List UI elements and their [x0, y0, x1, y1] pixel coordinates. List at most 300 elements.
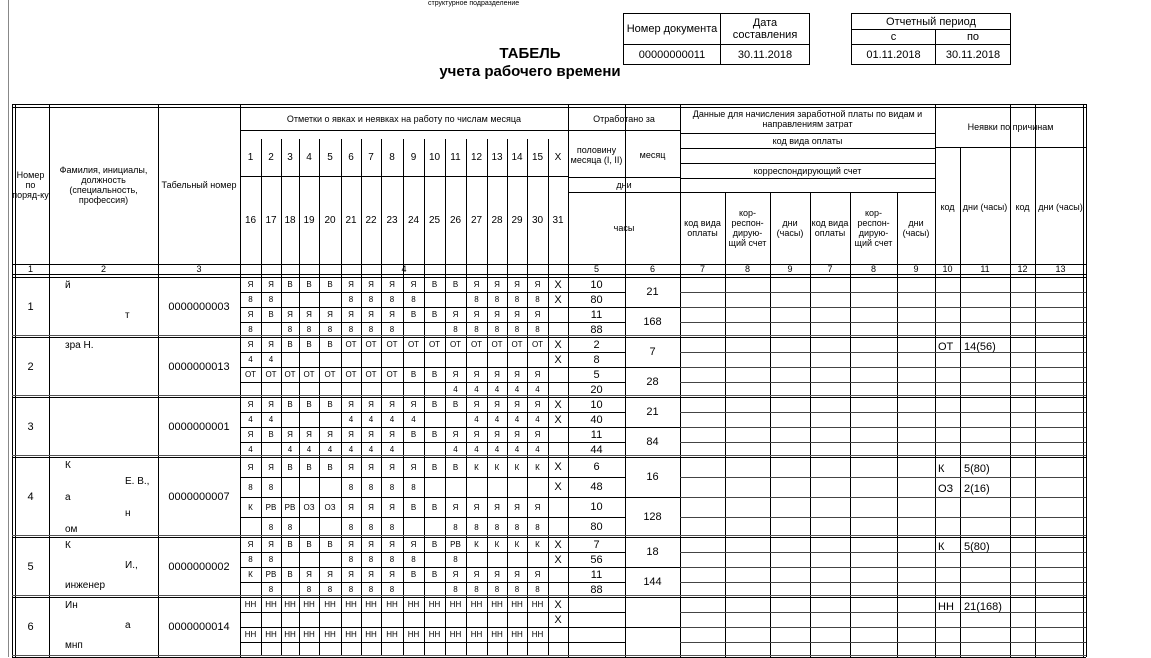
- day-mark: В: [306, 462, 312, 472]
- column-number: 7: [699, 264, 705, 274]
- day-number-top: 12: [470, 151, 483, 163]
- day-mark: [548, 367, 568, 382]
- day-mark: Я: [410, 540, 417, 549]
- day-mark: [281, 612, 299, 627]
- day-mark: Я: [327, 430, 333, 439]
- day-mark: [403, 612, 424, 627]
- day-mark: Я: [494, 400, 500, 409]
- day-mark: 8: [389, 522, 395, 532]
- day-mark: Я: [348, 540, 354, 549]
- subdivision-caption: структурное подразделение: [428, 0, 520, 7]
- day-mark: [281, 292, 299, 307]
- header-worked: Отработано за: [593, 114, 655, 124]
- worked-month-value: 7: [649, 346, 656, 358]
- day-mark: [527, 552, 548, 567]
- worked-half-value: 80: [590, 293, 603, 306]
- day-mark: Я: [268, 462, 274, 472]
- day-number-top: 9: [410, 151, 417, 163]
- worked-half-value: 10: [590, 398, 603, 411]
- day-mark: ОТ: [470, 340, 483, 349]
- employee-name-fragment: мнп: [65, 639, 83, 651]
- day-mark: В: [287, 340, 293, 349]
- day-mark: НН: [407, 630, 420, 639]
- employee-name-fragment: инженер: [65, 579, 106, 591]
- day-mark: Я: [268, 340, 274, 349]
- day-mark: 4: [368, 415, 374, 424]
- day-mark: [319, 292, 341, 307]
- day-mark: В: [410, 430, 417, 439]
- day-mark: НН: [428, 630, 441, 639]
- absence-code: ОТ: [938, 340, 954, 353]
- day-mark: 8: [327, 325, 333, 334]
- grid-line: [680, 427, 1086, 428]
- worked-half-value: [568, 642, 625, 657]
- day-mark: К: [494, 540, 500, 549]
- day-mark: [381, 642, 403, 657]
- day-number-bottom: 30: [531, 215, 544, 226]
- grid-line: [680, 412, 1086, 413]
- day-mark: Я: [473, 310, 480, 319]
- day-mark: 8: [535, 295, 540, 304]
- day-mark: 8: [248, 482, 253, 492]
- day-mark: НН: [386, 600, 398, 609]
- day-mark: [527, 612, 548, 627]
- day-mark: [341, 382, 361, 397]
- day-mark: Я: [410, 280, 417, 289]
- day-mark: Я: [368, 540, 374, 549]
- day-mark: Я: [247, 340, 254, 349]
- day-mark: 4: [287, 445, 293, 454]
- header-name: Фамилия, инициалы, должность (специальность, профессия): [59, 165, 148, 205]
- day-mark: Я: [534, 310, 541, 319]
- day-mark: Я: [494, 280, 500, 289]
- day-mark: 4: [535, 445, 540, 454]
- worked-half-value: 88: [590, 583, 603, 596]
- day-mark: Я: [327, 310, 333, 319]
- worked-half-value: [568, 612, 625, 627]
- day-mark: Я: [368, 462, 374, 472]
- worked-half-value: 6: [593, 461, 600, 473]
- day-mark: ОТ: [428, 340, 441, 349]
- day-mark: НН: [511, 600, 523, 609]
- day-mark: [424, 352, 445, 367]
- worked-month-value: [625, 597, 680, 627]
- day-mark: Я: [389, 570, 395, 579]
- day-mark: НН: [470, 630, 483, 639]
- absence-days: 14(56): [964, 340, 996, 353]
- day-mark: [240, 642, 261, 657]
- day-mark: [319, 412, 341, 427]
- worked-half-value: 88: [590, 323, 603, 336]
- day-mark: 8: [389, 555, 395, 564]
- day-number-bottom: 25: [428, 215, 441, 226]
- day-mark: НН: [511, 630, 523, 639]
- day-mark: В: [431, 310, 438, 319]
- day-mark: 8: [514, 325, 520, 334]
- day-mark: 8: [535, 585, 540, 594]
- day-mark: Я: [410, 462, 417, 472]
- day-mark: В: [287, 280, 293, 289]
- day-mark: Я: [348, 310, 354, 319]
- day-mark: ОЗ: [324, 502, 336, 512]
- day-mark: [281, 582, 299, 597]
- column-number: 6: [649, 264, 655, 274]
- day-mark: К: [535, 540, 540, 549]
- grid-line: [680, 292, 1086, 293]
- day-mark: [240, 382, 261, 397]
- worked-half-value: 56: [590, 553, 603, 566]
- tab-number: 0000000014: [168, 621, 230, 633]
- day-mark: 8: [306, 585, 312, 594]
- day-number-bottom: 17: [265, 215, 277, 226]
- worked-half-value: 7: [593, 538, 600, 551]
- day-mark: НН: [284, 630, 296, 639]
- absence-code: НН: [938, 600, 954, 613]
- grid-line: [240, 176, 568, 177]
- day-mark: НН: [491, 600, 503, 609]
- day-mark: [445, 477, 466, 497]
- column-number: 3: [196, 264, 202, 274]
- day-mark: Я: [389, 400, 395, 409]
- day-mark: [487, 642, 507, 657]
- grid-line: [680, 517, 1086, 518]
- day-mark: Я: [348, 280, 354, 289]
- day-mark: Я: [534, 370, 541, 379]
- employee-name-fragment: й: [65, 279, 71, 291]
- day-mark: 8: [268, 522, 274, 532]
- day-mark: Я: [452, 370, 459, 379]
- day-mark: [445, 352, 466, 367]
- column-number: 9: [787, 264, 793, 274]
- tab-number: 0000000002: [168, 561, 230, 573]
- day-mark: 4: [474, 445, 479, 454]
- day-mark: [487, 612, 507, 627]
- day-mark: 4: [535, 385, 540, 394]
- day-mark: Я: [287, 310, 293, 319]
- grid-line: [680, 477, 1086, 478]
- day-mark: 8: [411, 555, 416, 564]
- column-number: 9: [913, 264, 919, 274]
- day-mark: ОТ: [324, 370, 336, 379]
- day-mark: В: [431, 400, 438, 409]
- day-mark: Я: [514, 570, 520, 579]
- day-mark: Я: [348, 430, 354, 439]
- day-mark: В: [287, 400, 293, 409]
- day-mark: К: [535, 462, 540, 472]
- worked-month-value: 168: [643, 316, 662, 328]
- day-mark: 4: [494, 445, 500, 454]
- day-mark: X: [554, 293, 562, 306]
- day-mark: [240, 517, 261, 537]
- day-mark: [424, 442, 445, 457]
- day-mark: [424, 382, 445, 397]
- day-mark: Я: [368, 430, 374, 439]
- day-mark: X: [554, 553, 562, 566]
- day-mark: Я: [389, 462, 395, 472]
- day-mark: К: [474, 462, 479, 472]
- column-number: 7: [827, 264, 833, 274]
- day-mark: НН: [449, 630, 462, 639]
- day-mark: 8: [348, 482, 354, 492]
- grid-line: [680, 148, 935, 149]
- day-mark: 8: [368, 522, 374, 532]
- day-mark: Я: [306, 570, 312, 579]
- day-mark: [403, 517, 424, 537]
- header-month: месяц: [639, 150, 666, 160]
- day-mark: 8: [474, 295, 479, 304]
- day-mark: НН: [386, 630, 398, 639]
- day-mark: 8: [368, 295, 374, 304]
- day-mark: 8: [248, 555, 253, 564]
- day-mark: В: [327, 540, 333, 549]
- day-mark: 4: [494, 385, 500, 394]
- day-mark: 8: [411, 295, 416, 304]
- day-mark: НН: [265, 630, 277, 639]
- day-mark: К: [248, 502, 253, 512]
- grid-line: [680, 352, 1086, 353]
- day-number-top: 13: [491, 151, 503, 163]
- day-mark: Я: [389, 280, 395, 289]
- day-mark: 8: [287, 522, 293, 532]
- day-mark: НН: [244, 630, 257, 639]
- day-mark: Я: [247, 430, 254, 439]
- day-mark: [548, 322, 568, 337]
- header-abs-code: код: [940, 201, 955, 212]
- column-number: 8: [744, 264, 750, 274]
- day-mark: [299, 552, 319, 567]
- day-mark: Я: [410, 400, 417, 409]
- employee-name-fragment: К: [65, 539, 71, 551]
- day-mark: 8: [494, 585, 500, 594]
- day-mark: [361, 382, 381, 397]
- header-corr-account: корреспондирующий счет: [753, 165, 862, 176]
- day-mark: ОТ: [531, 340, 544, 349]
- day-mark: В: [327, 280, 333, 289]
- day-mark: [466, 477, 487, 497]
- tab-number: 0000000003: [168, 301, 230, 313]
- day-mark: НН: [284, 600, 296, 609]
- day-mark: Я: [287, 430, 293, 439]
- header-pay-code: код вида оплаты: [772, 135, 843, 146]
- header-abs-code-2: код: [1015, 201, 1030, 212]
- day-mark: НН: [449, 600, 462, 609]
- day-number-bottom: 23: [386, 215, 398, 226]
- day-mark: 8: [453, 325, 458, 334]
- day-mark: Я: [452, 502, 459, 512]
- day-mark: [319, 552, 341, 567]
- day-mark: В: [431, 430, 438, 439]
- day-mark: 4: [514, 385, 520, 394]
- day-mark: 4: [348, 445, 354, 454]
- grid-line: [680, 178, 935, 179]
- day-mark: В: [410, 370, 417, 379]
- header-days: дни: [616, 179, 632, 190]
- day-mark: [403, 382, 424, 397]
- absence-days: 5(80): [964, 540, 990, 553]
- day-mark: [281, 477, 299, 497]
- day-mark: [424, 412, 445, 427]
- day-mark: К: [474, 540, 479, 549]
- day-mark: [445, 612, 466, 627]
- day-mark: 8: [368, 482, 374, 492]
- day-mark: 8: [348, 555, 354, 564]
- day-mark: В: [410, 502, 417, 512]
- header-tab-number: Табельный номер: [161, 180, 237, 190]
- day-mark: [424, 517, 445, 537]
- header-pay-sub: дни (часы): [902, 218, 930, 238]
- day-mark: [548, 642, 568, 657]
- day-mark: 4: [474, 415, 479, 424]
- day-mark: [548, 567, 568, 582]
- absence-days: 5(80): [964, 463, 990, 475]
- day-mark: РВ: [450, 540, 461, 549]
- day-mark: [403, 352, 424, 367]
- day-mark: Я: [348, 502, 354, 512]
- day-mark: Я: [534, 430, 541, 439]
- tab-number: 0000000007: [168, 491, 230, 503]
- day-mark: Я: [348, 400, 354, 409]
- worked-half-value: [568, 627, 625, 642]
- day-mark: 8: [389, 325, 395, 334]
- absence-days: 2(16): [964, 483, 990, 495]
- header-hours: часы: [613, 223, 635, 233]
- day-mark: [548, 442, 568, 457]
- day-number-top: 2: [268, 151, 274, 163]
- day-mark: ОТ: [345, 370, 357, 379]
- day-mark: ОТ: [284, 370, 296, 379]
- day-mark: [466, 352, 487, 367]
- day-mark: Я: [327, 570, 333, 579]
- day-mark: [548, 307, 568, 322]
- employee-name-fragment: зра Н.: [65, 339, 94, 351]
- column-number: 5: [593, 264, 599, 274]
- day-number-top: 6: [348, 151, 354, 163]
- day-mark: [299, 292, 319, 307]
- day-mark: В: [306, 400, 312, 409]
- day-mark: 8: [389, 585, 395, 594]
- day-mark: [361, 352, 381, 367]
- day-mark: ОТ: [365, 370, 377, 379]
- doc-number-value: 00000000011: [638, 49, 706, 61]
- day-number-top: X: [554, 151, 562, 163]
- day-number-top: 3: [287, 151, 293, 163]
- day-mark: 8: [368, 555, 374, 564]
- day-mark: [424, 612, 445, 627]
- absence-code: К: [938, 463, 945, 475]
- day-mark: 4: [368, 445, 374, 454]
- day-mark: [424, 292, 445, 307]
- day-mark: [487, 477, 507, 497]
- day-number-top: 4: [306, 151, 312, 163]
- period-label: Отчетный период: [886, 15, 976, 28]
- day-mark: Я: [389, 430, 395, 439]
- day-mark: 8: [268, 555, 274, 564]
- worked-half-value: 11: [590, 568, 603, 581]
- day-number-bottom: 31: [552, 215, 564, 226]
- grid-line: [680, 442, 1086, 443]
- day-mark: [299, 517, 319, 537]
- day-mark: 8: [389, 295, 395, 304]
- day-mark: В: [327, 400, 333, 409]
- day-mark: В: [287, 570, 293, 579]
- day-mark: Я: [368, 502, 374, 512]
- day-mark: [299, 642, 319, 657]
- day-mark: ОТ: [303, 370, 315, 379]
- grid-line: [680, 567, 1086, 568]
- day-mark: 4: [268, 355, 274, 364]
- day-mark: НН: [345, 600, 357, 609]
- day-mark: [424, 552, 445, 567]
- header-pay-sub: код вида оплаты: [811, 218, 849, 238]
- day-mark: 4: [453, 445, 458, 454]
- day-number-bottom: 22: [365, 215, 377, 226]
- day-mark: 8: [411, 482, 416, 492]
- day-mark: В: [268, 310, 274, 319]
- period-to-label: по: [966, 31, 980, 43]
- column-number: 12: [1017, 264, 1028, 274]
- day-number-top: 5: [327, 151, 333, 163]
- day-mark: [319, 612, 341, 627]
- day-mark: [403, 642, 424, 657]
- day-number-top: 14: [511, 151, 523, 163]
- worked-month-value: 144: [643, 576, 662, 588]
- day-mark: Я: [514, 400, 520, 409]
- day-mark: Я: [268, 540, 274, 549]
- header-abs-days-2: дни (часы): [1038, 201, 1083, 212]
- employee-name-fragment: Е. В.,: [125, 475, 150, 487]
- worked-month-value: 28: [646, 376, 659, 388]
- day-mark: 8: [514, 295, 520, 304]
- day-mark: Я: [473, 570, 480, 579]
- day-mark: 4: [494, 415, 500, 424]
- day-mark: Я: [473, 502, 480, 512]
- day-mark: НН: [303, 630, 315, 639]
- day-mark: В: [287, 540, 293, 549]
- document-title: ТАБЕЛЬ учета рабочего времени: [439, 45, 621, 80]
- day-mark: [319, 477, 341, 497]
- day-mark: 4: [453, 385, 458, 394]
- day-mark: [466, 612, 487, 627]
- header-pay-sub: кор-респон-дирую-щий счет: [728, 208, 767, 248]
- day-number-top: 8: [389, 151, 395, 163]
- day-mark: 4: [389, 415, 395, 424]
- header-half-month: половину месяца (I, II): [570, 145, 623, 165]
- day-mark: Я: [389, 540, 395, 549]
- day-mark: [261, 642, 281, 657]
- day-mark: НН: [531, 600, 544, 609]
- day-mark: РВ: [265, 502, 277, 512]
- day-mark: 4: [327, 445, 333, 454]
- day-mark: [261, 382, 281, 397]
- day-mark: 4: [248, 355, 253, 364]
- day-mark: [424, 322, 445, 337]
- day-mark: [261, 612, 281, 627]
- day-mark: [527, 642, 548, 657]
- header-abs-days: дни (часы): [962, 201, 1008, 212]
- day-mark: [507, 477, 527, 497]
- day-mark: ОТ: [511, 340, 523, 349]
- day-mark: НН: [491, 630, 503, 639]
- day-mark: Я: [473, 430, 480, 439]
- day-mark: [319, 352, 341, 367]
- day-mark: X: [554, 278, 562, 291]
- day-mark: РВ: [265, 570, 277, 579]
- day-mark: [261, 442, 281, 457]
- day-mark: Я: [534, 570, 541, 579]
- day-mark: НН: [428, 600, 441, 609]
- grid-line: [680, 322, 1086, 323]
- day-mark: ОТ: [449, 340, 462, 349]
